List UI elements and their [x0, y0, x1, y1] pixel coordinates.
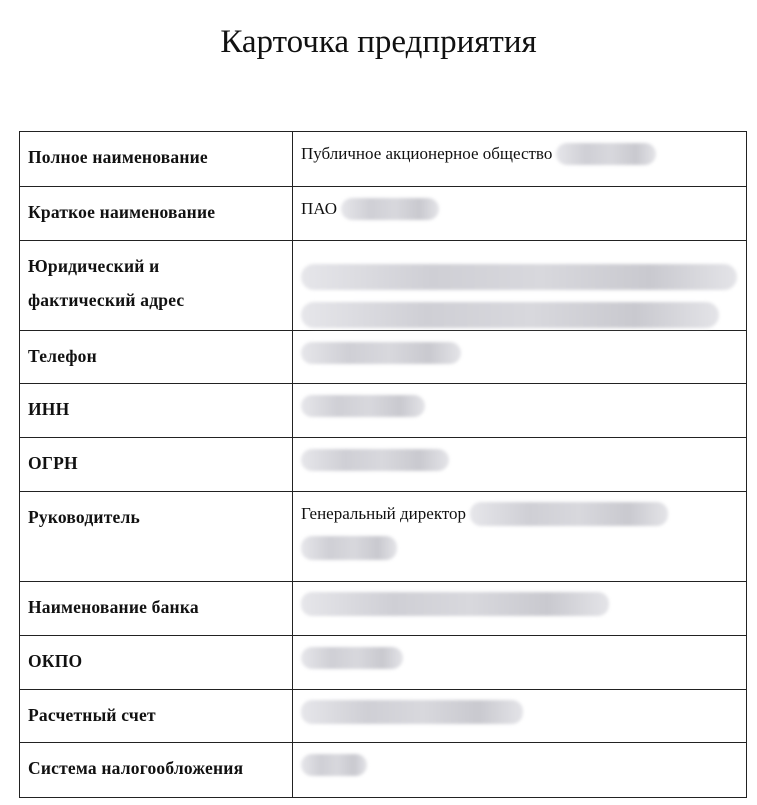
row-value	[293, 187, 747, 241]
redacted-value	[301, 449, 449, 471]
page-title: Карточка предприятия	[220, 24, 537, 60]
full-name-value: Публичное акционерное общество	[301, 144, 553, 163]
table-row-inn	[20, 384, 747, 438]
row-value	[293, 636, 747, 690]
row-value	[293, 241, 747, 331]
redacted-value	[301, 592, 609, 616]
redacted-value	[301, 754, 367, 776]
short-name-value: ПАО	[301, 199, 337, 218]
row-label: ОКПО	[20, 636, 293, 690]
row-label: Краткое наименование	[20, 187, 293, 241]
row-label: Расчетный счет	[20, 690, 293, 743]
redacted-value	[301, 700, 523, 724]
table-row-bank	[20, 582, 747, 636]
row-label: ОГРН	[20, 438, 293, 492]
row-label: Руководитель	[20, 492, 293, 582]
row-label: Наименование банка	[20, 582, 293, 636]
table-row-phone	[20, 331, 747, 384]
redacted-value	[301, 264, 737, 290]
row-label: Система налогообложения	[20, 743, 293, 798]
redacted-value	[470, 502, 668, 526]
table-row-short-name	[20, 187, 747, 241]
row-value	[293, 690, 747, 743]
table-row-account	[20, 690, 747, 743]
redacted-value	[301, 647, 403, 669]
table-row-tax-system	[20, 743, 747, 798]
row-label: Телефон	[20, 331, 293, 384]
row-label: ИНН	[20, 384, 293, 438]
row-label: Юридический и фактический адрес	[20, 241, 293, 331]
table-row-ogrn	[20, 438, 747, 492]
row-value	[293, 492, 747, 582]
redacted-value	[301, 342, 461, 364]
row-label: Полное наименование	[20, 132, 293, 187]
row-value	[293, 743, 747, 798]
table-row-director	[20, 492, 747, 582]
company-card-table	[19, 131, 747, 798]
redacted-value	[301, 302, 719, 328]
row-value	[293, 331, 747, 384]
table-row-address	[20, 241, 747, 331]
table-row-okpo	[20, 636, 747, 690]
row-value	[293, 438, 747, 492]
row-value	[293, 132, 747, 187]
row-value	[293, 384, 747, 438]
director-value: Генеральный директор	[301, 504, 467, 523]
row-value	[293, 582, 747, 636]
redacted-value	[341, 198, 439, 220]
table-row-full-name	[20, 132, 747, 187]
redacted-value	[556, 143, 656, 165]
redacted-value	[301, 536, 397, 560]
redacted-value	[301, 395, 425, 417]
